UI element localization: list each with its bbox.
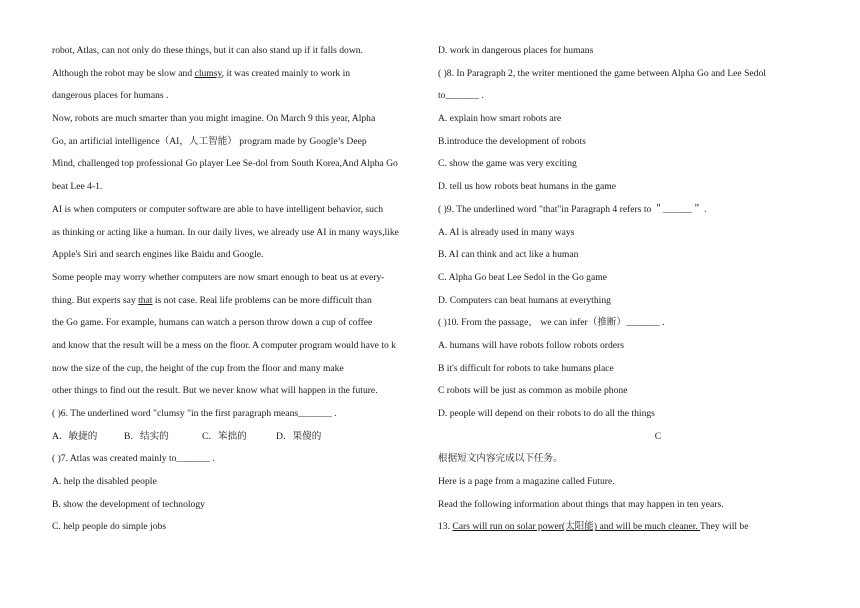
option-c: C. show the game was very exciting — [438, 158, 577, 170]
option-b: B it's difficult for robots to take humans place — [438, 362, 614, 374]
text-segment: , it was created mainly to work in — [221, 67, 351, 79]
instruction: 根据短文内容完成以下任务。 — [438, 453, 563, 465]
underlined-word: clumsy — [194, 67, 222, 79]
text-line: AI is when computers or computer software are able to have intelligent behavior, such — [52, 203, 384, 215]
text-line: and know that the result will be a mess on the floor. A computer program would have to k — [52, 339, 396, 351]
text-segment: Although the robot may be slow and — [52, 67, 195, 79]
option-d: D. people will depend on their robots to do all the things — [438, 408, 655, 419]
text-line: beat Lee 4-1. — [52, 181, 103, 193]
option-d: D．果傻的 — [276, 430, 322, 442]
option-d: D. tell us how robots beat humans in the game — [438, 181, 616, 193]
option-b: B．结实的 — [124, 430, 169, 442]
option-a: A. humans will have robots follow robots orders — [438, 339, 624, 351]
text-line: Apple's Siri and search engines like Baidu and Google. — [52, 249, 264, 261]
text-line: as thinking or acting like a human. In our daily lives, we already use AI in many ways,like — [52, 226, 399, 238]
option-b: B. AI can think and act like a human — [438, 249, 579, 261]
option-c: C．笨拙的 — [202, 430, 247, 442]
item-13 — [438, 520, 838, 543]
text-segment: is not case. Real life problems can be more difficult than — [152, 294, 372, 306]
option-d: D. Computers can beat humans at everything — [438, 294, 611, 306]
text-line: Go, an artificial intelligence（AI，人工智能） program made by Google’s Deep — [52, 135, 367, 147]
underlined-word: that — [138, 294, 153, 306]
text-line: the Go game. For example, humans can watch a person throw down a cup of coffee — [52, 317, 373, 329]
text-line: other things to find out the result. But we never know what will happen in the future. — [52, 385, 378, 397]
option-c: C robots will be just as common as mobile phone — [438, 385, 628, 397]
text-line: Here is a page from a magazine called Future. — [438, 476, 615, 488]
question-9: ( )9. The underlined word "that"in Paragraph 4 refers to ＂______＂ . — [438, 203, 707, 215]
text-line: now the size of the cup, the height of the cup from the floor and many make — [52, 362, 344, 374]
underlined-sentence: Cars will run on solar power(太阳能) and will be much cleaner. — [452, 521, 700, 533]
question-6: ( )6. The underlined word "clumsy "in the first paragraph means_______ . — [52, 408, 337, 419]
option-a: A. help the disabled people — [52, 476, 157, 488]
option-c: C. help people do simple jobs — [52, 521, 167, 533]
text-line: dangerous places for humans . — [52, 90, 169, 102]
option-b: B.introduce the development of robots — [438, 135, 586, 147]
question-8: ( )8. In Paragraph 2, the writer mentioned the game between Alpha Go and Lee Sedol — [438, 67, 766, 79]
option-d: D. work in dangerous places for humans — [438, 45, 594, 56]
question-10: ( )10. From the passage， we can infer（推断）_______ . — [438, 317, 665, 329]
text-segment: 13. — [438, 521, 453, 533]
text-line: Mind, challenged top professional Go player Lee Se-dol from South Korea,And Alpha Go — [52, 158, 398, 170]
option-a: A. explain how smart robots are — [438, 113, 562, 125]
text-line: Read the following information about things that may happen in ten years. — [438, 498, 724, 510]
right-column — [438, 44, 838, 543]
question-8-continued: to_______ . — [438, 90, 484, 102]
text-line — [52, 294, 430, 317]
option-b: B. show the development of technology — [52, 498, 205, 510]
text-segment: thing. But experts say — [52, 294, 139, 306]
text-line: Now, robots are much smarter than you might imagine. On March 9 this year, Alpha — [52, 113, 376, 125]
section-heading: C — [654, 430, 662, 442]
text-line — [52, 67, 430, 90]
left-column — [52, 44, 430, 543]
text-line: Some people may worry whether computers are now smart enough to beat us at every- — [52, 271, 385, 283]
question-7: ( )7. Atlas was created mainly to_______ . — [52, 453, 215, 465]
text-line: robot, Atlas, can not only do these things, but it can also stand up if it falls down. — [52, 45, 363, 56]
option-c: C. Alpha Go beat Lee Sedol in the Go game — [438, 271, 607, 283]
option-a: A．敏捷的 — [52, 430, 98, 442]
text-segment: They will be — [700, 521, 749, 533]
option-a: A. AI is already used in many ways — [438, 226, 575, 238]
question-6-options — [52, 430, 430, 453]
